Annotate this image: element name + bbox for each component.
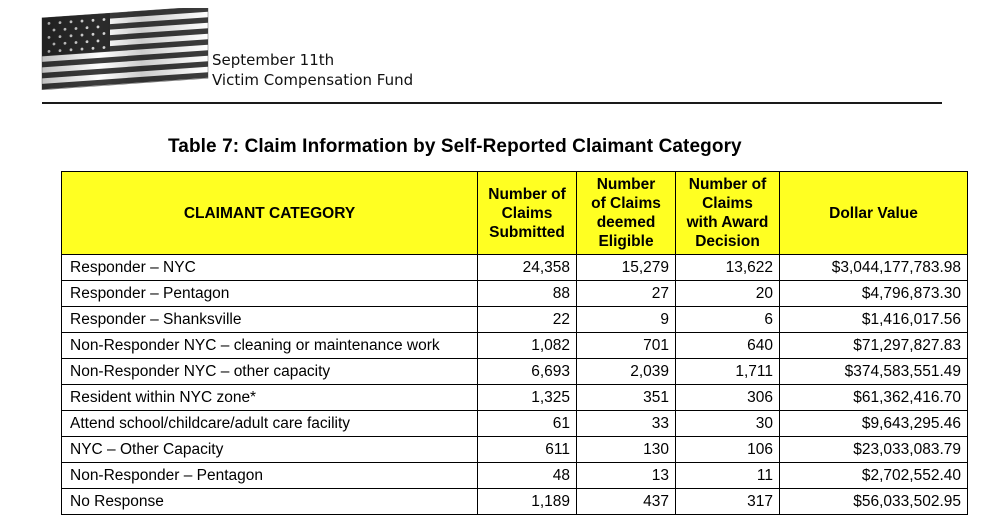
table-row <box>62 281 968 307</box>
dollar-value-cell: $3,044,177,783.98 <box>780 255 968 281</box>
table-header-row <box>62 172 968 255</box>
claims-table <box>61 171 968 515</box>
dollar-value-cell: $71,297,827.83 <box>780 333 968 359</box>
org-name-line2: Victim Compensation Fund <box>212 71 414 89</box>
column-header-dollar-value: Dollar Value <box>780 172 968 255</box>
dollar-value-cell: $61,362,416.70 <box>780 385 968 411</box>
category-cell: Responder – Pentagon <box>62 281 478 307</box>
table-row <box>62 489 968 515</box>
american-flag-icon <box>40 8 210 90</box>
category-cell: Responder – NYC <box>62 255 478 281</box>
dollar-value-cell: $23,033,083.79 <box>780 437 968 463</box>
submitted-cell: 1,325 <box>478 385 577 411</box>
table-row <box>62 385 968 411</box>
dollar-value-cell: $2,702,552.40 <box>780 463 968 489</box>
submitted-cell: 611 <box>478 437 577 463</box>
submitted-cell: 61 <box>478 411 577 437</box>
submitted-cell: 48 <box>478 463 577 489</box>
table-row <box>62 411 968 437</box>
table-row <box>62 359 968 385</box>
eligible-cell: 130 <box>577 437 676 463</box>
submitted-cell: 88 <box>478 281 577 307</box>
category-cell: Responder – Shanksville <box>62 307 478 333</box>
column-header-eligible: Number of Claims deemed Eligible <box>577 172 676 255</box>
eligible-cell: 2,039 <box>577 359 676 385</box>
submitted-cell: 1,082 <box>478 333 577 359</box>
table-row <box>62 333 968 359</box>
table-row <box>62 307 968 333</box>
category-cell: No Response <box>62 489 478 515</box>
eligible-cell: 351 <box>577 385 676 411</box>
award-decision-cell: 20 <box>676 281 780 307</box>
org-name-line1: September 11th <box>212 51 335 69</box>
header-divider <box>42 102 942 104</box>
category-cell: Attend school/childcare/adult care facility <box>62 411 478 437</box>
table-title: Table 7: Claim Information by Self-Reported Claimant Category <box>168 136 742 157</box>
eligible-cell: 701 <box>577 333 676 359</box>
eligible-cell: 13 <box>577 463 676 489</box>
submitted-cell: 6,693 <box>478 359 577 385</box>
table-row <box>62 255 968 281</box>
submitted-cell: 1,189 <box>478 489 577 515</box>
award-decision-cell: 306 <box>676 385 780 411</box>
award-decision-cell: 640 <box>676 333 780 359</box>
category-cell: Non-Responder NYC – cleaning or maintenance work <box>62 333 478 359</box>
dollar-value-cell: $4,796,873.30 <box>780 281 968 307</box>
award-decision-cell: 11 <box>676 463 780 489</box>
eligible-cell: 9 <box>577 307 676 333</box>
eligible-cell: 33 <box>577 411 676 437</box>
award-decision-cell: 13,622 <box>676 255 780 281</box>
eligible-cell: 27 <box>577 281 676 307</box>
dollar-value-cell: $374,583,551.49 <box>780 359 968 385</box>
category-cell: Resident within NYC zone* <box>62 385 478 411</box>
category-cell: Non-Responder NYC – other capacity <box>62 359 478 385</box>
table-row <box>62 463 968 489</box>
dollar-value-cell: $56,033,502.95 <box>780 489 968 515</box>
dollar-value-cell: $1,416,017.56 <box>780 307 968 333</box>
eligible-cell: 15,279 <box>577 255 676 281</box>
award-decision-cell: 30 <box>676 411 780 437</box>
column-header-category: CLAIMANT CATEGORY <box>62 172 478 255</box>
category-cell: Non-Responder – Pentagon <box>62 463 478 489</box>
award-decision-cell: 317 <box>676 489 780 515</box>
column-header-award-decision: Number of Claims with Award Decision <box>676 172 780 255</box>
category-cell: NYC – Other Capacity <box>62 437 478 463</box>
org-name <box>212 50 413 90</box>
award-decision-cell: 6 <box>676 307 780 333</box>
award-decision-cell: 106 <box>676 437 780 463</box>
table-row <box>62 437 968 463</box>
eligible-cell: 437 <box>577 489 676 515</box>
submitted-cell: 22 <box>478 307 577 333</box>
submitted-cell: 24,358 <box>478 255 577 281</box>
dollar-value-cell: $9,643,295.46 <box>780 411 968 437</box>
column-header-submitted: Number of Claims Submitted <box>478 172 577 255</box>
award-decision-cell: 1,711 <box>676 359 780 385</box>
